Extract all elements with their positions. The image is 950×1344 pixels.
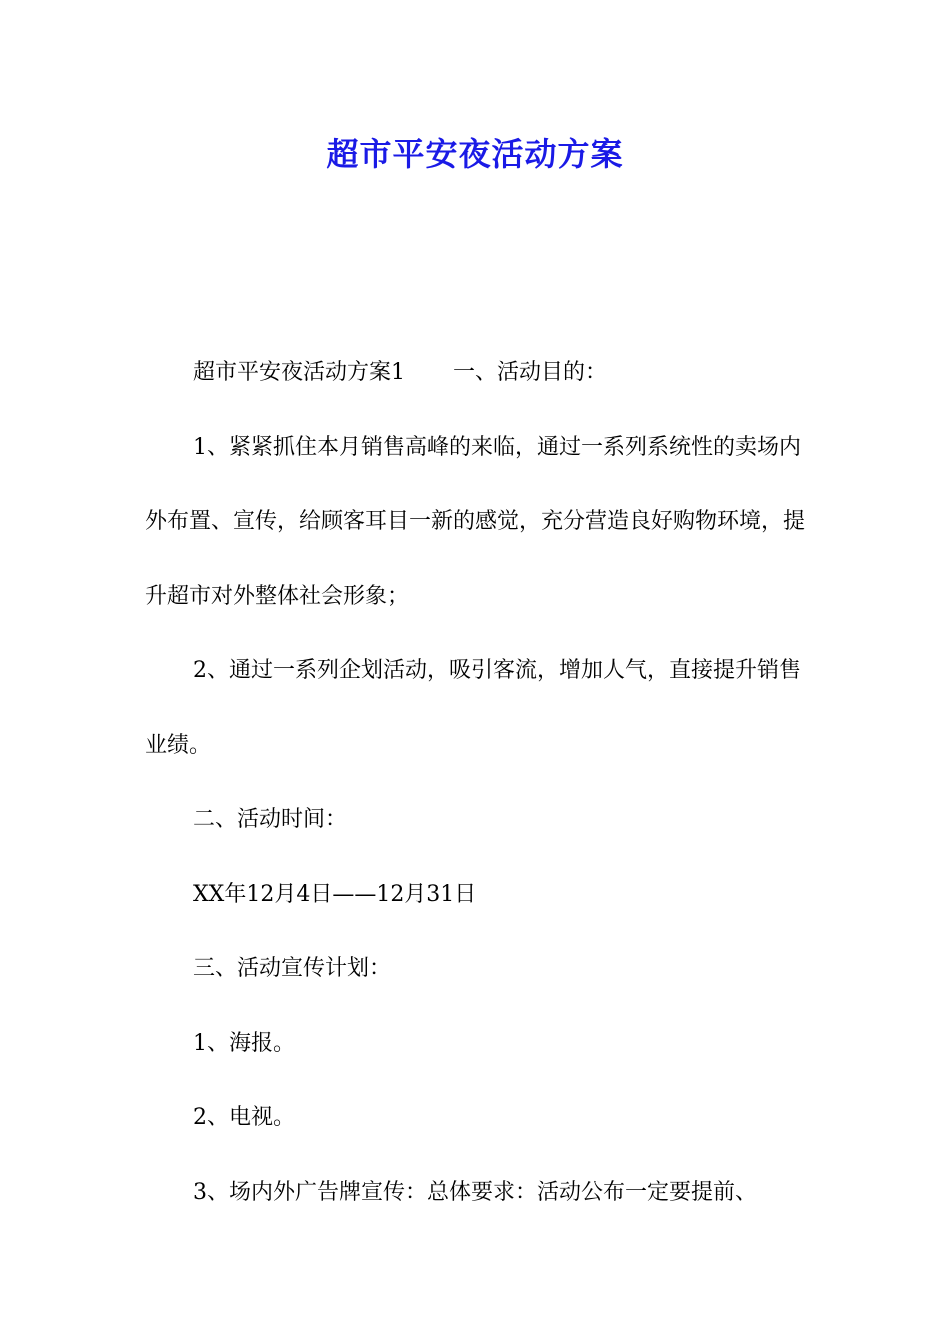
document-body — [145, 336, 805, 1230]
section-heading-plan-1: 超市平安夜活动方案1 — [193, 360, 405, 385]
paragraph-promotion-3: 3、场内外广告牌宣传：总体要求：活动公布一定要提前、 — [193, 1179, 757, 1205]
paragraph-promotion-1: 1、海报。 — [193, 1030, 295, 1056]
paragraph-purpose-1: 1、紧紧抓住本月销售高峰的来临，通过一系列系统性的卖场内外布置、宣传，给顾客耳目一新的感觉，充分营造良好购物环境，提升超市对外整体社会形象； — [145, 434, 806, 609]
paragraph-promotion-2: 2、电视。 — [193, 1105, 295, 1130]
paragraph-time-range: XX年12月4日——12月31日 — [193, 881, 477, 907]
section-heading-purpose: 一、活动目的： — [453, 360, 608, 385]
section-heading-promotion: 三、活动宣传计划： — [193, 956, 392, 981]
document-title: 超市平安夜活动方案 — [326, 135, 624, 173]
paragraph-purpose-2: 2、通过一系列企划活动，吸引客流，增加人气，直接提升销售业绩。 — [145, 658, 801, 758]
section-heading-time: 二、活动时间： — [193, 807, 348, 832]
paragraph-intro — [145, 336, 805, 411]
